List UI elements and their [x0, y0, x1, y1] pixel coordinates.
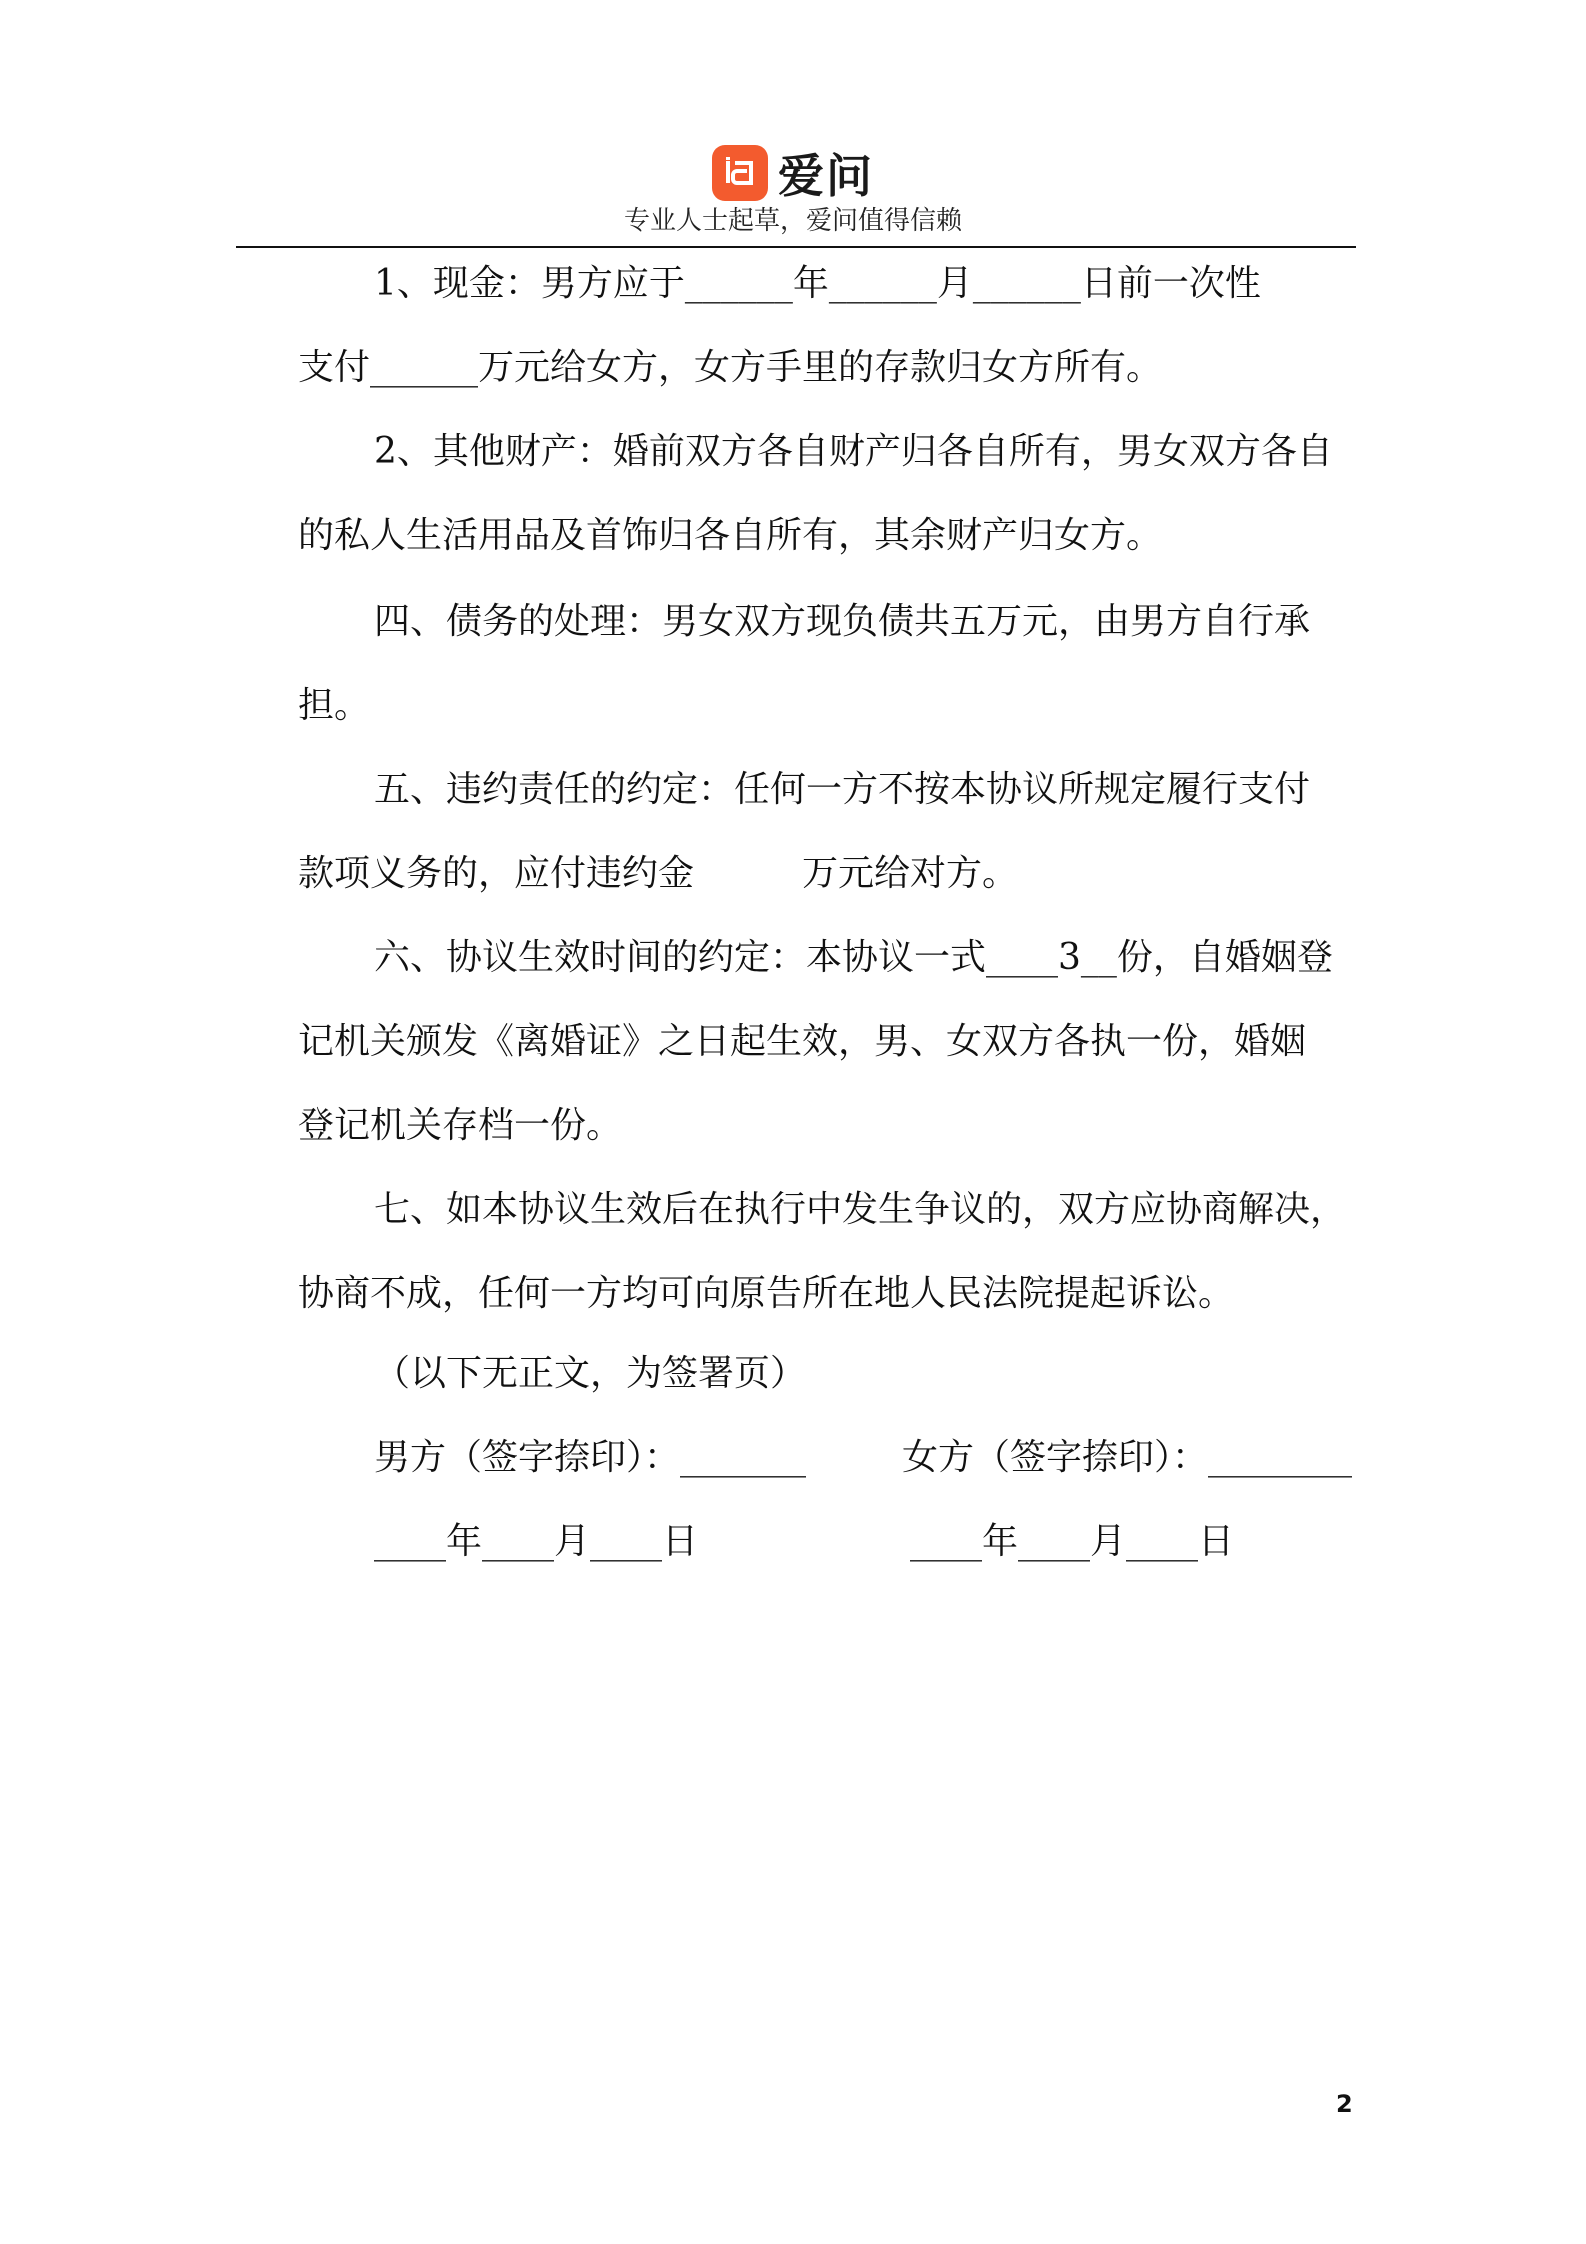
paragraph-dispute-line-2: 协商不成，任何一方均可向原告所在地人民法院提起诉讼。: [298, 1273, 1235, 1314]
header-divider: [236, 246, 1356, 248]
female-signature-date: ____年____月____日: [910, 1521, 1235, 1562]
paragraph-debt-line-1: 四、债务的处理：男女双方现负债共五万元，由男方自行承: [374, 601, 1311, 642]
paragraph-property-line-2: 的私人生活用品及首饰归各自所有，其余财产归女方。: [298, 515, 1163, 556]
paragraph-effective-line-2: 记机关颁发《离婚证》之日起生效，男、女双方各执一份，婚姻: [298, 1021, 1307, 1062]
paragraph-cash-line-1: 1、现金：男方应于______年______月______日前一次性: [374, 263, 1261, 304]
paragraph-breach-line-1: 五、违约责任的约定：任何一方不按本协议所规定履行支付: [374, 769, 1311, 810]
female-signature-field: 女方（签字捺印）：________: [902, 1437, 1353, 1478]
brand-name: 爱问: [778, 149, 874, 203]
header-logo: [0, 140, 1586, 206]
no-further-text-note: （以下无正文，为签署页）: [374, 1353, 807, 1394]
paragraph-dispute-line-1: 七、如本协议生效后在执行中发生争议的，双方应协商解决，: [374, 1189, 1347, 1230]
male-signature-date: ____年____月____日: [374, 1521, 699, 1562]
page-number: 2: [1336, 2090, 1353, 2118]
paragraph-debt-line-2: 担。: [298, 685, 371, 726]
paragraph-effective-line-1: 六、协议生效时间的约定：本协议一式____3__份，自婚姻登: [374, 937, 1333, 978]
header-tagline: 专业人士起草，爱问值得信赖: [623, 206, 962, 236]
paragraph-effective-line-3: 登记机关存档一份。: [298, 1105, 623, 1146]
male-signature-field: 男方（签字捺印）：_______: [374, 1437, 807, 1478]
paragraph-breach-line-2: 款项义务的，应付违约金 万元给对方。: [298, 853, 1019, 894]
paragraph-property-line-1: 2、其他财产：婚前双方各自财产归各自所有，男女双方各自: [374, 431, 1333, 472]
paragraph-cash-line-2: 支付______万元给女方，女方手里的存款归女方所有。: [298, 347, 1163, 388]
aiwen-logo-icon: [712, 145, 768, 201]
